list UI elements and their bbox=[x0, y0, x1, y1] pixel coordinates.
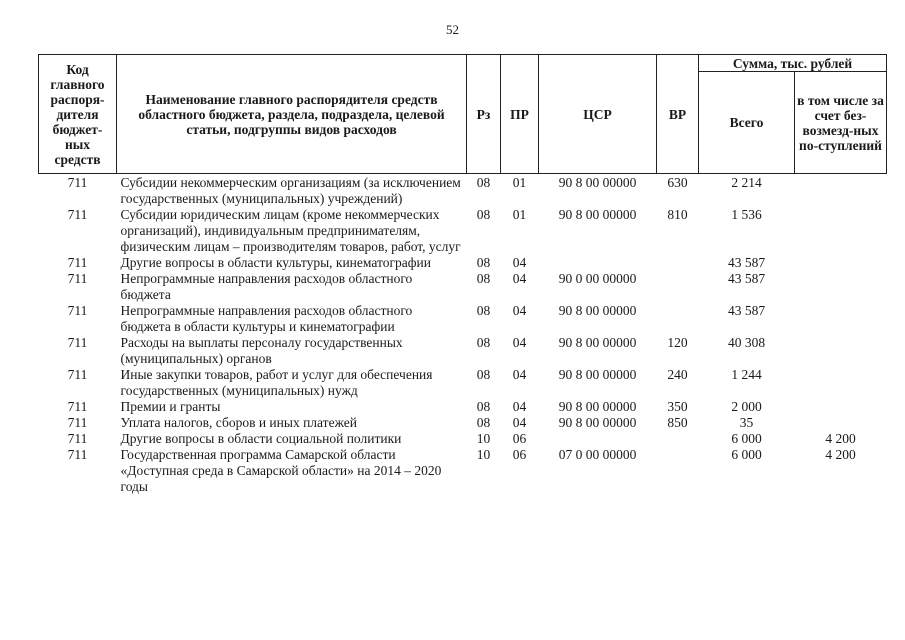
cell-name: Иные закупки товаров, работ и услуг для обеспечения государственных (муниципальных) нужд bbox=[120, 367, 433, 398]
table-header bbox=[39, 55, 887, 174]
table-row bbox=[39, 255, 887, 271]
cell-free bbox=[795, 415, 887, 431]
cell-rz: 10 bbox=[476, 447, 491, 462]
cell-vr bbox=[657, 431, 699, 447]
header-csr: ЦСР bbox=[539, 55, 657, 174]
cell-vr bbox=[657, 303, 699, 335]
cell-rz: 08 bbox=[476, 207, 491, 222]
cell-total: 40 308 bbox=[727, 335, 766, 350]
cell-rz: 08 bbox=[476, 367, 491, 382]
cell-rz: 08 bbox=[476, 175, 491, 190]
cell-pr: 06 bbox=[512, 431, 527, 446]
cell-free bbox=[795, 255, 887, 271]
table-row bbox=[39, 447, 887, 495]
cell-total: 35 bbox=[739, 415, 754, 430]
cell-free: 4 200 bbox=[825, 431, 856, 446]
cell-name: Другие вопросы в области культуры, кинематографии bbox=[120, 255, 431, 270]
cell-name: Субсидии юридическим лицам (кроме некоммерческих организаций), индивидуальным предпринимателям, физическим лицам – производителям товаров, работ, услуг bbox=[120, 207, 461, 254]
table-row bbox=[39, 271, 887, 303]
cell-free bbox=[795, 399, 887, 415]
cell-pr: 01 bbox=[512, 207, 527, 222]
cell-vr bbox=[657, 255, 699, 271]
header-pr: ПР bbox=[501, 55, 539, 174]
cell-pr: 04 bbox=[512, 271, 527, 286]
cell-rz: 08 bbox=[476, 271, 491, 286]
cell-vr bbox=[657, 447, 699, 495]
cell-vr: 850 bbox=[667, 415, 688, 430]
cell-free bbox=[795, 271, 887, 303]
cell-rz: 10 bbox=[476, 431, 491, 446]
table-row bbox=[39, 399, 887, 415]
header-rz: Рз bbox=[467, 55, 501, 174]
cell-code: 711 bbox=[67, 303, 88, 318]
header-total: Всего bbox=[699, 72, 795, 174]
cell-rz: 08 bbox=[476, 255, 491, 270]
cell-csr: 07 0 00 00000 bbox=[558, 447, 637, 462]
cell-vr bbox=[657, 271, 699, 303]
cell-rz: 08 bbox=[476, 335, 491, 350]
cell-code: 711 bbox=[67, 255, 88, 270]
cell-name: Непрограммные направления расходов областного бюджета bbox=[120, 271, 413, 302]
cell-pr: 06 bbox=[512, 447, 527, 462]
header-code: Код главного распоря-дителя бюджет-ных средств bbox=[39, 55, 117, 174]
cell-vr: 240 bbox=[667, 367, 688, 382]
cell-total: 6 000 bbox=[731, 431, 762, 446]
cell-code: 711 bbox=[67, 271, 88, 286]
cell-name: Уплата налогов, сборов и иных платежей bbox=[120, 415, 357, 430]
cell-vr: 630 bbox=[667, 175, 688, 190]
cell-rz: 08 bbox=[476, 399, 491, 414]
cell-total: 1 244 bbox=[731, 367, 762, 382]
cell-code: 711 bbox=[67, 367, 88, 382]
cell-csr: 90 8 00 00000 bbox=[558, 207, 637, 222]
cell-csr: 90 8 00 00000 bbox=[558, 415, 637, 430]
cell-free bbox=[795, 303, 887, 335]
cell-pr: 04 bbox=[512, 335, 527, 350]
budget-table bbox=[38, 54, 887, 495]
table-body bbox=[39, 174, 887, 496]
cell-csr: 90 8 00 00000 bbox=[558, 175, 637, 190]
cell-total: 2 214 bbox=[731, 175, 762, 190]
cell-pr: 04 bbox=[512, 303, 527, 318]
cell-pr: 04 bbox=[512, 399, 527, 414]
cell-code: 711 bbox=[67, 447, 88, 462]
cell-name: Премии и гранты bbox=[120, 399, 221, 414]
cell-total: 1 536 bbox=[731, 207, 762, 222]
cell-pr: 04 bbox=[512, 367, 527, 382]
cell-code: 711 bbox=[67, 175, 88, 190]
cell-total: 43 587 bbox=[727, 255, 766, 270]
cell-csr: 90 8 00 00000 bbox=[558, 303, 637, 318]
table-row bbox=[39, 207, 887, 255]
cell-total: 43 587 bbox=[727, 303, 766, 318]
cell-pr: 04 bbox=[512, 255, 527, 270]
table-row bbox=[39, 431, 887, 447]
table-row bbox=[39, 303, 887, 335]
table-row bbox=[39, 335, 887, 367]
cell-vr: 120 bbox=[667, 335, 688, 350]
cell-code: 711 bbox=[67, 207, 88, 222]
cell-csr: 90 0 00 00000 bbox=[558, 271, 637, 286]
cell-total: 2 000 bbox=[731, 399, 762, 414]
cell-vr: 810 bbox=[667, 207, 688, 222]
cell-name: Государственная программа Самарской области «Доступная среда в Самарской области» на 2014 – 2020 годы bbox=[120, 447, 442, 494]
cell-csr: 90 8 00 00000 bbox=[558, 367, 637, 382]
header-sum: Сумма, тыс. рублей bbox=[699, 55, 887, 72]
header-free: в том числе за счет без-возмезд-ных по-ступлений bbox=[795, 72, 887, 174]
cell-code: 711 bbox=[67, 415, 88, 430]
cell-csr: 90 8 00 00000 bbox=[558, 399, 637, 414]
cell-name: Расходы на выплаты персоналу государственных (муниципальных) органов bbox=[120, 335, 403, 366]
cell-csr bbox=[539, 255, 657, 271]
cell-code: 711 bbox=[67, 335, 88, 350]
table-row bbox=[39, 174, 887, 208]
cell-total: 43 587 bbox=[727, 271, 766, 286]
cell-name: Другие вопросы в области социальной политики bbox=[120, 431, 402, 446]
cell-free bbox=[795, 174, 887, 208]
cell-free bbox=[795, 335, 887, 367]
cell-csr bbox=[539, 431, 657, 447]
cell-free: 4 200 bbox=[825, 447, 856, 462]
cell-free bbox=[795, 367, 887, 399]
cell-code: 711 bbox=[67, 431, 88, 446]
cell-vr: 350 bbox=[667, 399, 688, 414]
cell-rz: 08 bbox=[476, 303, 491, 318]
cell-total: 6 000 bbox=[731, 447, 762, 462]
cell-pr: 01 bbox=[512, 175, 527, 190]
table-row bbox=[39, 415, 887, 431]
table-row bbox=[39, 367, 887, 399]
header-vr: ВР bbox=[657, 55, 699, 174]
cell-csr: 90 8 00 00000 bbox=[558, 335, 637, 350]
cell-rz: 08 bbox=[476, 415, 491, 430]
header-name: Наименование главного распорядителя средств областного бюджета, раздела, подраздела, целевой статьи, подгруппы видов расходов bbox=[117, 55, 467, 174]
cell-code: 711 bbox=[67, 399, 88, 414]
cell-name: Субсидии некоммерческим организациям (за исключением государственных (муниципальных) учреждений) bbox=[120, 175, 461, 206]
cell-pr: 04 bbox=[512, 415, 527, 430]
cell-name: Непрограммные направления расходов областного бюджета в области культуры и кинематографии bbox=[120, 303, 413, 334]
page-number: 52 bbox=[446, 22, 459, 37]
cell-free bbox=[795, 207, 887, 255]
